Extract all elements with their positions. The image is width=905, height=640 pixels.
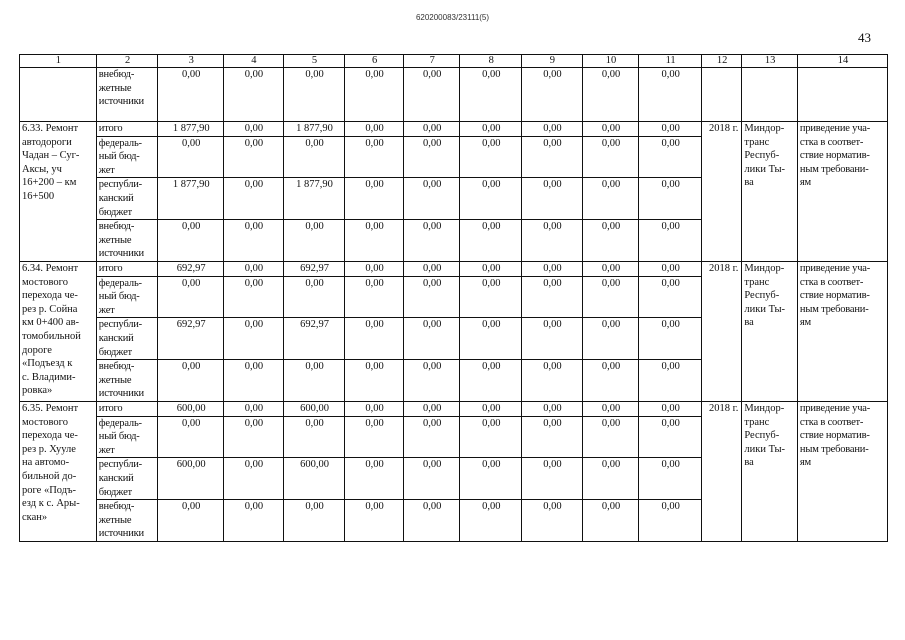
- value-cell: 0,00: [582, 458, 639, 500]
- value-cell: 0,00: [582, 402, 639, 417]
- column-header: 6: [345, 55, 404, 68]
- result-cell: приведение уча- стка в соответ- ствие норматив- ным требовани- ям: [797, 402, 887, 542]
- value-cell: 0,00: [158, 220, 224, 262]
- value-cell: 0,00: [224, 220, 284, 262]
- value-cell: 1 877,90: [283, 178, 345, 220]
- value-cell: 0,00: [403, 500, 460, 542]
- value-cell: 0,00: [582, 416, 639, 458]
- value-cell: 0,00: [582, 122, 639, 137]
- value-cell: 0,00: [460, 402, 522, 417]
- value-cell: 0,00: [639, 68, 702, 122]
- value-cell: 0,00: [582, 318, 639, 360]
- value-cell: 0,00: [224, 276, 284, 318]
- value-cell: 0,00: [345, 136, 404, 178]
- value-cell: 0,00: [639, 500, 702, 542]
- column-header: 3: [158, 55, 224, 68]
- value-cell: 0,00: [403, 416, 460, 458]
- value-cell: 0,00: [224, 68, 284, 122]
- source-cell: федераль- ный бюд- жет: [96, 276, 158, 318]
- value-cell: 0,00: [158, 136, 224, 178]
- value-cell: 0,00: [224, 178, 284, 220]
- value-cell: 0,00: [224, 500, 284, 542]
- value-cell: 0,00: [403, 261, 460, 276]
- value-cell: 0,00: [460, 360, 522, 402]
- value-cell: 0,00: [460, 416, 522, 458]
- source-cell: республи- канский бюджет: [96, 318, 158, 360]
- value-cell: 0,00: [639, 220, 702, 262]
- value-cell: 0,00: [582, 500, 639, 542]
- value-cell: 600,00: [283, 458, 345, 500]
- value-cell: 0,00: [460, 318, 522, 360]
- value-cell: 0,00: [582, 220, 639, 262]
- value-cell: 0,00: [403, 318, 460, 360]
- value-cell: 0,00: [460, 500, 522, 542]
- value-cell: 0,00: [522, 360, 583, 402]
- value-cell: 1 877,90: [283, 122, 345, 137]
- measure-title: 6.33. Ремонт автодороги Чадан – Суг- Аксы, уч 16+200 – км 16+500: [20, 122, 97, 262]
- empty-cell: [742, 68, 798, 122]
- column-header: 12: [701, 55, 741, 68]
- column-header: 10: [582, 55, 639, 68]
- source-cell: федераль- ный бюд- жет: [96, 136, 158, 178]
- value-cell: 0,00: [582, 276, 639, 318]
- column-header: 13: [742, 55, 798, 68]
- value-cell: 0,00: [224, 402, 284, 417]
- value-cell: 0,00: [522, 276, 583, 318]
- column-header: 8: [460, 55, 522, 68]
- value-cell: 0,00: [224, 122, 284, 137]
- empty-cell: [797, 68, 887, 122]
- financing-table: [19, 54, 888, 542]
- title-cell: [20, 68, 97, 122]
- source-cell: внебюд- жетные источники: [96, 500, 158, 542]
- value-cell: 0,00: [522, 318, 583, 360]
- source-cell: итого: [96, 402, 158, 417]
- value-cell: 692,97: [283, 318, 345, 360]
- value-cell: 0,00: [582, 360, 639, 402]
- source-cell: итого: [96, 122, 158, 137]
- value-cell: 0,00: [345, 500, 404, 542]
- value-cell: 0,00: [283, 416, 345, 458]
- value-cell: 0,00: [158, 500, 224, 542]
- value-cell: 0,00: [403, 360, 460, 402]
- value-cell: 0,00: [283, 68, 345, 122]
- value-cell: 0,00: [522, 178, 583, 220]
- value-cell: 0,00: [158, 276, 224, 318]
- value-cell: 0,00: [639, 416, 702, 458]
- value-cell: 692,97: [158, 261, 224, 276]
- value-cell: 0,00: [582, 178, 639, 220]
- value-cell: 0,00: [403, 402, 460, 417]
- executor-cell: Миндор- транс Респуб- лики Ты- ва: [742, 261, 798, 401]
- value-cell: 0,00: [460, 458, 522, 500]
- table-row: [20, 122, 888, 137]
- value-cell: 0,00: [403, 136, 460, 178]
- year-cell: 2018 г.: [701, 402, 741, 542]
- value-cell: 0,00: [639, 458, 702, 500]
- column-header: 14: [797, 55, 887, 68]
- source-cell: республи- канский бюджет: [96, 458, 158, 500]
- executor-cell: Миндор- транс Респуб- лики Ты- ва: [742, 122, 798, 262]
- column-header: 4: [224, 55, 284, 68]
- column-header: 9: [522, 55, 583, 68]
- column-header: 7: [403, 55, 460, 68]
- value-cell: 0,00: [582, 136, 639, 178]
- value-cell: 0,00: [283, 220, 345, 262]
- source-cell: республи- канский бюджет: [96, 178, 158, 220]
- value-cell: 0,00: [639, 360, 702, 402]
- value-cell: 0,00: [522, 68, 583, 122]
- value-cell: 0,00: [639, 402, 702, 417]
- value-cell: 600,00: [283, 402, 345, 417]
- table-row: [20, 402, 888, 417]
- value-cell: 1 877,90: [158, 178, 224, 220]
- value-cell: 0,00: [283, 136, 345, 178]
- value-cell: 0,00: [522, 416, 583, 458]
- value-cell: 0,00: [158, 416, 224, 458]
- executor-cell: Миндор- транс Респуб- лики Ты- ва: [742, 402, 798, 542]
- value-cell: 0,00: [460, 68, 522, 122]
- source-cell: внебюд- жетные источники: [96, 68, 158, 122]
- measure-title: 6.35. Ремонт мостового перехода че- рез р. Хууле на автомо- бильной до- роге «Подъ- езд к с. Ары- скан»: [20, 402, 97, 542]
- header-row: [20, 55, 888, 68]
- empty-cell: [701, 68, 741, 122]
- value-cell: 0,00: [345, 122, 404, 137]
- value-cell: 692,97: [158, 318, 224, 360]
- value-cell: 0,00: [283, 276, 345, 318]
- value-cell: 0,00: [345, 402, 404, 417]
- value-cell: 0,00: [224, 318, 284, 360]
- value-cell: 0,00: [639, 178, 702, 220]
- result-cell: приведение уча- стка в соответ- ствие норматив- ным требовани- ям: [797, 122, 887, 262]
- value-cell: 0,00: [224, 458, 284, 500]
- value-cell: 0,00: [639, 276, 702, 318]
- value-cell: 0,00: [158, 68, 224, 122]
- value-cell: 0,00: [639, 261, 702, 276]
- table-row: [20, 261, 888, 276]
- document-id: 620200083/23111(5): [415, 13, 490, 22]
- value-cell: 692,97: [283, 261, 345, 276]
- value-cell: 0,00: [345, 458, 404, 500]
- value-cell: 0,00: [522, 136, 583, 178]
- value-cell: 0,00: [460, 261, 522, 276]
- value-cell: 0,00: [403, 220, 460, 262]
- result-cell: приведение уча- стка в соответ- ствие норматив- ным требовани- ям: [797, 261, 887, 401]
- value-cell: 0,00: [403, 276, 460, 318]
- value-cell: 0,00: [158, 360, 224, 402]
- value-cell: 0,00: [283, 360, 345, 402]
- value-cell: 0,00: [460, 220, 522, 262]
- value-cell: 0,00: [639, 318, 702, 360]
- column-header: 2: [96, 55, 158, 68]
- value-cell: 0,00: [403, 458, 460, 500]
- value-cell: 0,00: [582, 261, 639, 276]
- value-cell: 0,00: [460, 178, 522, 220]
- source-cell: внебюд- жетные источники: [96, 220, 158, 262]
- value-cell: 0,00: [224, 416, 284, 458]
- year-cell: 2018 г.: [701, 261, 741, 401]
- value-cell: 0,00: [403, 178, 460, 220]
- value-cell: 0,00: [345, 220, 404, 262]
- value-cell: 1 877,90: [158, 122, 224, 137]
- table-row: [20, 68, 888, 122]
- value-cell: 0,00: [639, 136, 702, 178]
- measure-title: 6.34. Ремонт мостового перехода че- рез р. Сойна км 0+400 ав- томобильной дороге «Подъезд к с. Владими- ровка»: [20, 261, 97, 401]
- value-cell: 600,00: [158, 402, 224, 417]
- value-cell: 0,00: [283, 500, 345, 542]
- value-cell: 0,00: [345, 68, 404, 122]
- column-header: 5: [283, 55, 345, 68]
- value-cell: 0,00: [224, 136, 284, 178]
- value-cell: 0,00: [582, 68, 639, 122]
- value-cell: 0,00: [224, 360, 284, 402]
- value-cell: 0,00: [460, 136, 522, 178]
- column-header: 11: [639, 55, 702, 68]
- source-cell: итого: [96, 261, 158, 276]
- value-cell: 0,00: [522, 122, 583, 137]
- source-cell: федераль- ный бюд- жет: [96, 416, 158, 458]
- value-cell: 0,00: [522, 500, 583, 542]
- value-cell: 0,00: [224, 261, 284, 276]
- value-cell: 0,00: [403, 122, 460, 137]
- value-cell: 0,00: [460, 276, 522, 318]
- page-number: 43: [858, 30, 871, 45]
- value-cell: 0,00: [345, 360, 404, 402]
- value-cell: 0,00: [522, 261, 583, 276]
- source-cell: внебюд- жетные источники: [96, 360, 158, 402]
- value-cell: 0,00: [345, 261, 404, 276]
- value-cell: 600,00: [158, 458, 224, 500]
- value-cell: 0,00: [345, 318, 404, 360]
- value-cell: 0,00: [639, 122, 702, 137]
- value-cell: 0,00: [345, 276, 404, 318]
- value-cell: 0,00: [460, 122, 522, 137]
- value-cell: 0,00: [345, 416, 404, 458]
- column-header: 1: [20, 55, 97, 68]
- value-cell: 0,00: [345, 178, 404, 220]
- value-cell: 0,00: [522, 402, 583, 417]
- value-cell: 0,00: [522, 458, 583, 500]
- value-cell: 0,00: [403, 68, 460, 122]
- year-cell: 2018 г.: [701, 122, 741, 262]
- value-cell: 0,00: [522, 220, 583, 262]
